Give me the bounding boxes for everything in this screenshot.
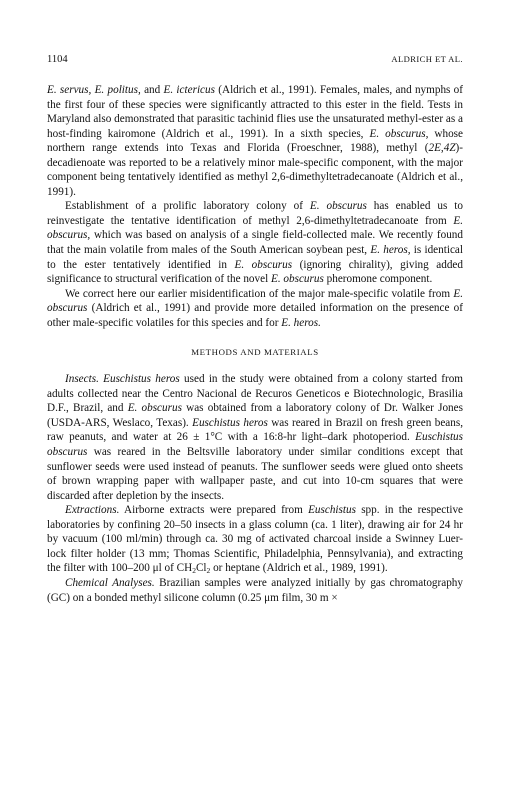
body-paragraph [47,372,463,503]
italic-text: Euschistus obscurus [47,431,463,459]
text-run: Brazilian samples were analyzed initially by gas chromatography (GC) on a bonded methyl silicone column (0.25 μm film, 30 m × [47,576,463,604]
page-number: 1104 [47,54,68,65]
text-run: Airborne extracts were prepared from [119,504,309,517]
italic-text: E. obscurus [234,258,293,271]
text-run: (Aldrich et al., 1991) and provide more detailed information on the presence of other male-specific volatiles for this species and for [47,302,463,329]
body-paragraph [47,576,463,605]
section-heading: METHODS AND MATERIALS [191,347,319,358]
text-run: Establishment of a prolific laboratory colony of [65,200,310,213]
text-run: or heptane (Aldrich et al., 1989, 1991). [210,562,388,575]
text-run: (ignoring chirality), giving added significance to structural verification of the novel [47,258,463,286]
methods-section [47,372,463,605]
text-run: spp. in the respective laboratories by confining 20–50 insects in a glass column (ca. 1 liter), drawing air for 24 hr by vacuum (100 ml/min) through ca. 30 mg of activated charcoal inside a Swinney Luer-lock filter holder (13 mm; Thomas Scientific, Philadelphia, Pennsylvania), and extracting the filter with 100–200 μl of CH [47,504,463,575]
italic-text: Insects. Euschistus heros [65,373,180,386]
italic-text: E. obscurus [309,200,367,213]
italic-text: E. ictericus [163,84,215,96]
subscript: 2 [192,566,196,576]
body-paragraph [47,287,463,331]
subscript: 2 [206,566,211,576]
text-run: (Aldrich et al., 1991). Females, males, and nymphs of the first four of these species were significantly attracted to this ester in the field. Tests in Maryland also demonstrated that parasitic tachinid flies use the unsaturated methyl-ester as a host-finding kairomone (Aldrich et al., 1991). In a sixth species, [47,84,463,140]
italic-text: E. heros. [281,316,321,329]
text-run: is identical to the ester tentatively identified in [47,244,463,271]
body-paragraph [47,83,463,199]
page-header [47,54,463,65]
text-run: used in the study were obtained from a colony started from adults collected near the Centro Nacional de Recuros Geneticos e Biotechnologic, Brasilia D.F., Brazil, and [47,373,464,415]
italic-text: E. obscurus [47,287,463,315]
italic-text: Extractions. [65,504,120,517]
body-paragraph [47,199,463,286]
text-run: whose northern range extends into Texas and Florida (Froeschner, 1988), methyl ( [47,127,463,155]
text-run: was reared in the Beltsville laboratory under similar conditions except that sunflower seeds were used instead of peanuts. The sunflower seeds were glued onto sheets of brown wrapping paper with wallpaper paste, and cut into 10-cm squares that were discarded after depletion by the insects. [47,446,463,502]
text-run: was obtained from a laboratory colony of Dr. Walker Jones (USDA-ARS, Weslaco, Texas). [47,402,463,429]
journal-page [47,54,463,605]
italic-text: E. obscurus, [369,127,429,140]
italic-text: E. obscurus [127,402,182,415]
italic-text: E. obscurus [270,273,324,286]
italic-text: Chemical Analyses. [65,576,155,589]
italic-text: E. heros, [370,244,411,257]
text-run: was reared in Brazil on fresh green beans, raw peanuts, and water at 26 ± 1°C with a 16:8-hr light–dark photoperiod. [47,416,463,444]
body-paragraph [47,503,463,576]
text-run: has enabled us to reinvestigate the tentative identification of methyl 2,6-dimethyltetradecanoate from [47,200,463,227]
running-head: ALDRICH ET AL. [391,54,463,64]
text-run: which was based on analysis of a single field-collected male. We recently found that the main volatile from males of the South American soybean pest, [47,229,463,257]
text-run: and [140,84,164,96]
italic-text: E. obscurus, [47,214,463,242]
text-run: pheromone component. [323,273,433,286]
italic-text: Euschistus [308,504,356,517]
text-run: )-decadienoate was reported to be a relatively minor male-specific component, with the major component being tentatively identified as methyl 2,6-dimethyltetradecanoate (Aldrich et al., 1991). [47,142,463,198]
text-run: Cl [195,562,207,575]
italic-text: E. servus, E. politus, [47,84,141,96]
text-run: We correct here our earlier misidentification of the major male-specific volatile from [65,287,454,300]
italic-text: Euschistus heros [192,416,268,429]
italic-text: 2E,4Z [428,142,456,155]
intro-section [47,83,463,330]
